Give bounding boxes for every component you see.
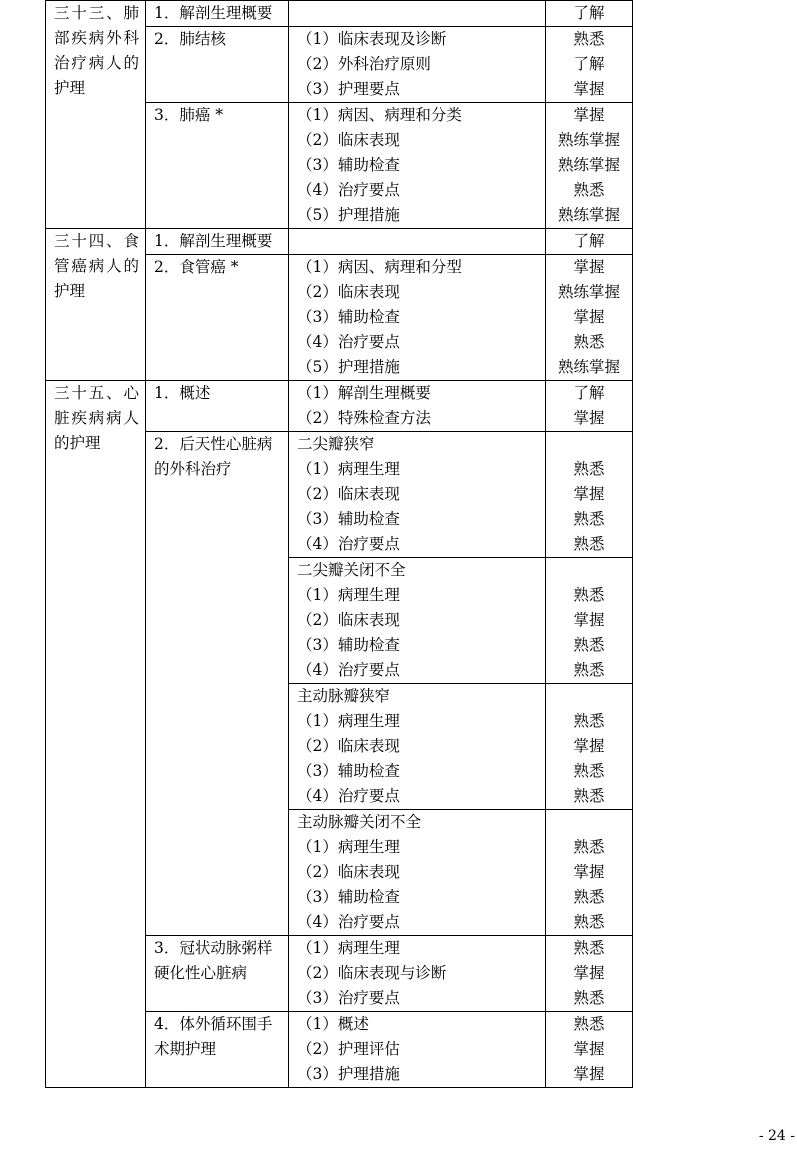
content-item: （3）辅助检查 (297, 762, 400, 780)
content-cell (289, 810, 546, 936)
requirement-level: 熟悉 (573, 333, 605, 351)
content-item: （3）护理要点 (297, 80, 400, 98)
content-item: （4）治疗要点 (297, 535, 400, 553)
requirement-level: 掌握 (573, 258, 605, 276)
content-item: （1）病因、病理和分类 (297, 106, 462, 124)
content-item: （2）临床表现与诊断 (297, 964, 447, 982)
content-item: （3）辅助检查 (297, 308, 400, 326)
topic-cell (146, 229, 289, 255)
requirement-level: 熟练掌握 (557, 156, 620, 174)
content-item: （1）病因、病理和分型 (297, 258, 462, 276)
content-cell (289, 432, 546, 558)
table-row (46, 1, 633, 27)
level-spacer (546, 810, 632, 835)
level-cell (546, 255, 633, 381)
content-item (297, 1, 543, 26)
content-item: （5）护理措施 (297, 206, 400, 224)
table-row (46, 381, 633, 432)
topic-title: 1．解剖生理概要 (154, 232, 273, 250)
requirement-level: 熟悉 (573, 636, 605, 654)
requirement-level: 熟练掌握 (557, 131, 620, 149)
content-cell (289, 381, 546, 432)
requirement-level: 掌握 (573, 1040, 605, 1058)
level-spacer (546, 684, 632, 709)
requirement-level: 掌握 (573, 863, 605, 881)
requirement-level: 熟悉 (573, 460, 605, 478)
requirement-level: 掌握 (573, 80, 605, 98)
topic-cell (146, 1, 289, 27)
content-item: （1）病理生理 (297, 838, 400, 856)
level-spacer (546, 558, 632, 583)
content-item: （4）治疗要点 (297, 181, 400, 199)
content-item (297, 229, 543, 254)
content-item: （4）治疗要点 (297, 333, 400, 351)
content-item: （3）辅助检查 (297, 888, 400, 906)
unit-title: 三十三、肺部疾病外科治疗病人的护理 (54, 4, 139, 97)
requirement-level: 熟悉 (573, 989, 605, 1007)
unit-cell (46, 229, 146, 381)
requirement-level: 熟练掌握 (557, 358, 620, 376)
content-item: （2）护理评估 (297, 1040, 400, 1058)
topic-cell (146, 103, 289, 229)
content-group-heading: 二尖瓣狭窄 (297, 435, 375, 453)
topic-title: 3．肺癌 * (154, 106, 224, 124)
requirement-level: 熟练掌握 (557, 206, 620, 224)
requirement-level: 掌握 (573, 308, 605, 326)
level-cell (546, 1, 633, 27)
requirement-level: 熟悉 (573, 939, 605, 957)
content-cell (289, 103, 546, 229)
requirement-level: 了解 (573, 4, 605, 22)
content-item: （1）概述 (297, 1015, 369, 1033)
table-row (46, 229, 633, 255)
topic-cell (146, 27, 289, 103)
content-item: （2）外科治疗原则 (297, 55, 431, 73)
level-cell (546, 432, 633, 558)
content-item: （1）病理生理 (297, 939, 400, 957)
content-item: （2）临床表现 (297, 611, 400, 629)
content-cell (289, 229, 546, 255)
unit-title: 三十四、食管癌病人的护理 (54, 232, 139, 300)
content-item: （1）病理生理 (297, 460, 400, 478)
topic-title: 1．解剖生理概要 (154, 4, 273, 22)
topic-cell (146, 381, 289, 432)
requirement-level: 熟悉 (573, 30, 605, 48)
content-item: （2）临床表现 (297, 131, 400, 149)
topic-title: 3．冠状动脉粥样硬化性心脏病 (154, 939, 273, 982)
content-item: （4）治疗要点 (297, 661, 400, 679)
requirement-level: 熟悉 (573, 535, 605, 553)
topic-cell (146, 936, 289, 1012)
content-group-heading: 主动脉瓣关闭不全 (297, 813, 422, 831)
topic-title: 1．概述 (154, 384, 211, 402)
level-cell (546, 1012, 633, 1088)
content-cell (289, 255, 546, 381)
requirement-level: 掌握 (573, 1065, 605, 1083)
unit-cell (46, 381, 146, 1088)
content-item: （2）特殊检查方法 (297, 409, 431, 427)
content-item: （2）临床表现 (297, 863, 400, 881)
level-cell (546, 103, 633, 229)
topic-title: 4．体外循环围手术期护理 (154, 1015, 273, 1058)
unit-cell (46, 1, 146, 229)
content-item: （3）辅助检查 (297, 636, 400, 654)
requirement-level: 掌握 (573, 611, 605, 629)
requirement-level: 熟悉 (573, 838, 605, 856)
requirement-level: 熟悉 (573, 913, 605, 931)
content-cell (289, 1012, 546, 1088)
content-item: （2）临床表现 (297, 737, 400, 755)
content-item: （1）病理生理 (297, 586, 400, 604)
topic-title: 2．肺结核 (154, 30, 226, 48)
level-cell (546, 27, 633, 103)
content-item: （1）临床表现及诊断 (297, 30, 447, 48)
content-item: （4）治疗要点 (297, 787, 400, 805)
level-cell (546, 810, 633, 936)
content-item: （2）临床表现 (297, 485, 400, 503)
requirement-level: 掌握 (573, 106, 605, 124)
topic-cell (146, 1012, 289, 1088)
content-item: （3）护理措施 (297, 1065, 400, 1083)
content-item: （3）治疗要点 (297, 989, 400, 1007)
topic-title: 2．后天性心脏病的外科治疗 (154, 435, 273, 478)
requirement-level: 了解 (573, 384, 605, 402)
requirement-level: 了解 (573, 232, 605, 250)
level-cell (546, 229, 633, 255)
content-item: （1）病理生理 (297, 712, 400, 730)
content-group-heading: 主动脉瓣狭窄 (297, 687, 391, 705)
topic-title: 2．食管癌 * (154, 258, 239, 276)
requirement-level: 掌握 (573, 964, 605, 982)
requirement-level: 熟悉 (573, 586, 605, 604)
requirement-level: 熟悉 (573, 510, 605, 528)
unit-title: 三十五、心脏疾病病人的护理 (54, 384, 139, 452)
content-item: （2）临床表现 (297, 283, 400, 301)
content-cell (289, 936, 546, 1012)
topic-cell (146, 432, 289, 936)
content-item: （3）辅助检查 (297, 156, 400, 174)
syllabus-table (45, 0, 633, 1088)
level-cell (546, 381, 633, 432)
requirement-level: 掌握 (573, 409, 605, 427)
level-cell (546, 558, 633, 684)
content-item: （4）治疗要点 (297, 913, 400, 931)
requirement-level: 熟悉 (573, 888, 605, 906)
content-item: （1）解剖生理概要 (297, 384, 431, 402)
content-item: （5）护理措施 (297, 358, 400, 376)
content-cell (289, 684, 546, 810)
requirement-level: 掌握 (573, 737, 605, 755)
requirement-level: 熟悉 (573, 661, 605, 679)
syllabus-body (46, 1, 633, 1088)
level-cell (546, 936, 633, 1012)
content-cell (289, 558, 546, 684)
requirement-level: 熟悉 (573, 787, 605, 805)
requirement-level: 熟练掌握 (557, 283, 620, 301)
requirement-level: 掌握 (573, 485, 605, 503)
topic-cell (146, 255, 289, 381)
requirement-level: 熟悉 (573, 1015, 605, 1033)
level-cell (546, 684, 633, 810)
content-group-heading: 二尖瓣关闭不全 (297, 561, 406, 579)
page-number: - 24 - (758, 1128, 795, 1144)
requirement-level: 了解 (573, 55, 605, 73)
requirement-level: 熟悉 (573, 762, 605, 780)
content-item: （3）辅助检查 (297, 510, 400, 528)
level-spacer (546, 432, 632, 457)
content-cell (289, 1, 546, 27)
content-cell (289, 27, 546, 103)
requirement-level: 熟悉 (573, 712, 605, 730)
requirement-level: 熟悉 (573, 181, 605, 199)
